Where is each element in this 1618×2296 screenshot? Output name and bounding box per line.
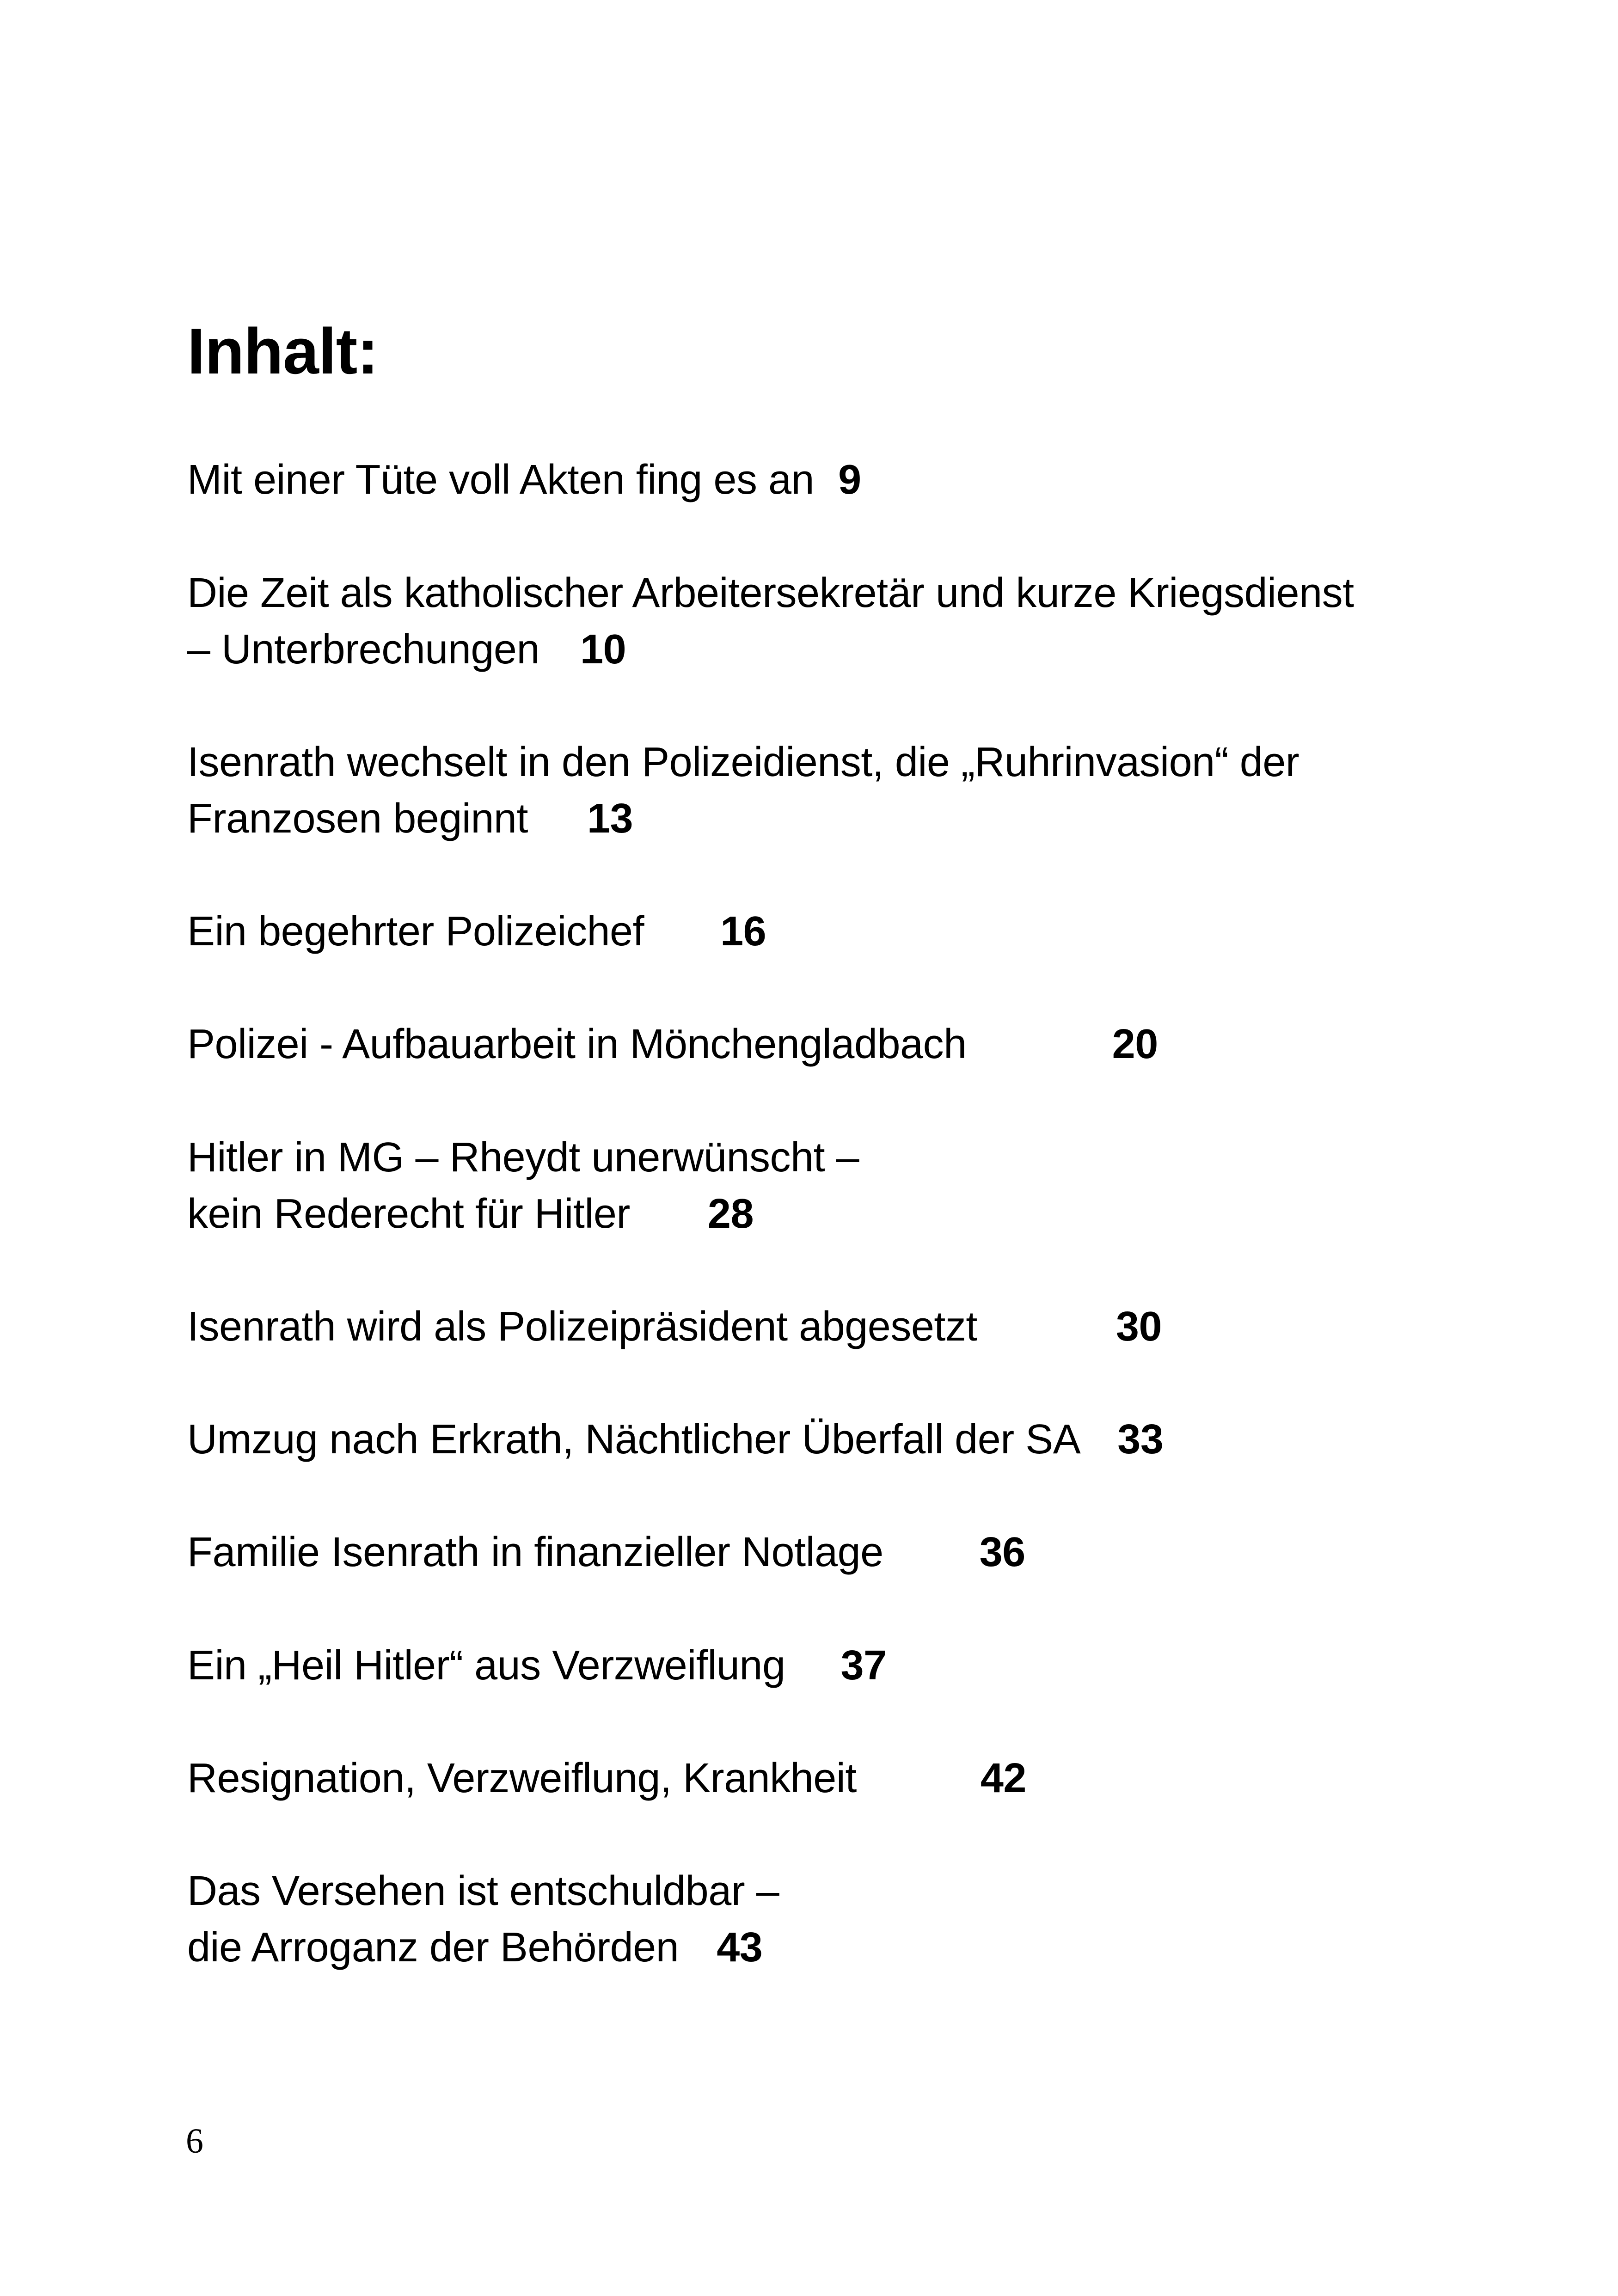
toc-entry-line xyxy=(187,1298,1162,1355)
toc-entry-title: Ein begehrter Polizeichef xyxy=(187,908,644,955)
toc-entry-title: – Unterbrechungen xyxy=(187,626,540,673)
toc-entry-title: Mit einer Tüte voll Akten fing es an xyxy=(187,457,815,503)
page-number: 6 xyxy=(186,2122,203,2161)
toc-entry-line xyxy=(187,452,861,508)
toc-entry xyxy=(187,1863,779,1976)
toc-entry-page: 37 xyxy=(840,1642,887,1689)
toc-entry-line xyxy=(187,565,1354,621)
toc-entry-page: 33 xyxy=(1117,1416,1164,1463)
toc-entry-page: 9 xyxy=(838,457,861,503)
toc-entry-line xyxy=(187,790,1299,847)
toc-entry-page: 13 xyxy=(587,796,633,842)
toc-entry-title: kein Rederecht für Hitler xyxy=(187,1191,630,1237)
toc-entry-line xyxy=(187,1750,1026,1806)
toc-entry-title: Hitler in MG – Rheydt unerwünscht – xyxy=(187,1134,859,1181)
toc-entry xyxy=(187,1016,1158,1072)
toc-entry xyxy=(187,1298,1162,1355)
toc-entry-line xyxy=(187,621,1354,678)
toc-entry-line xyxy=(187,1411,1163,1468)
toc-entry-line xyxy=(187,903,766,960)
toc-entry-line xyxy=(187,1637,887,1694)
toc-entry-line xyxy=(187,1863,779,1919)
toc-entry-page: 42 xyxy=(980,1755,1026,1801)
toc-entry-title: Isenrath wird als Polizeipräsident abgesetzt xyxy=(187,1304,977,1350)
toc-entry xyxy=(187,1750,1026,1806)
toc-entry-title: Franzosen beginnt xyxy=(187,796,528,842)
toc-entry xyxy=(187,1524,1025,1580)
toc-entry-title: Familie Isenrath in finanzieller Notlage xyxy=(187,1529,883,1575)
toc-entry-title: Umzug nach Erkrath, Nächtlicher Überfall der SA xyxy=(187,1416,1081,1463)
toc-entry-title: Isenrath wechselt in den Polizeidienst, die „Ruhrinvasion“ der xyxy=(187,739,1299,785)
toc-entry xyxy=(187,1411,1163,1468)
toc-entry-line xyxy=(187,1524,1025,1580)
toc-entry-title: die Arroganz der Behörden xyxy=(187,1924,679,1971)
toc-entry-page: 30 xyxy=(1115,1304,1162,1350)
toc-entry xyxy=(187,903,766,960)
toc-entry-page: 10 xyxy=(580,626,626,673)
toc-entry-title: Die Zeit als katholischer Arbeitersekretär und kurze Kriegsdienst xyxy=(187,570,1354,616)
toc-entry-page: 43 xyxy=(717,1924,763,1971)
toc-entry-title: Resignation, Verzweiflung, Krankheit xyxy=(187,1755,857,1801)
toc-entry-page: 28 xyxy=(707,1191,754,1237)
toc-entry xyxy=(187,734,1299,847)
toc-entry-line xyxy=(187,1016,1158,1072)
toc-entry-line xyxy=(187,1129,859,1186)
toc-entry-title: Ein „Heil Hitler“ aus Verzweiflung xyxy=(187,1642,785,1689)
toc-entry-page: 20 xyxy=(1112,1021,1158,1067)
toc-entry-page: 36 xyxy=(979,1529,1025,1575)
toc-heading: Inhalt: xyxy=(187,315,378,387)
toc-entry xyxy=(187,452,861,508)
toc-entry xyxy=(187,1129,859,1242)
toc-entry-title: Das Versehen ist entschuldbar – xyxy=(187,1868,779,1914)
toc-entry-line xyxy=(187,734,1299,790)
toc-entry-title: Polizei - Aufbauarbeit in Mönchengladbach xyxy=(187,1021,967,1067)
toc-entry xyxy=(187,1637,887,1694)
toc-entry-line xyxy=(187,1186,859,1242)
toc-entry-page: 16 xyxy=(720,908,766,955)
toc-entry-line xyxy=(187,1919,779,1976)
toc-entry xyxy=(187,565,1354,678)
